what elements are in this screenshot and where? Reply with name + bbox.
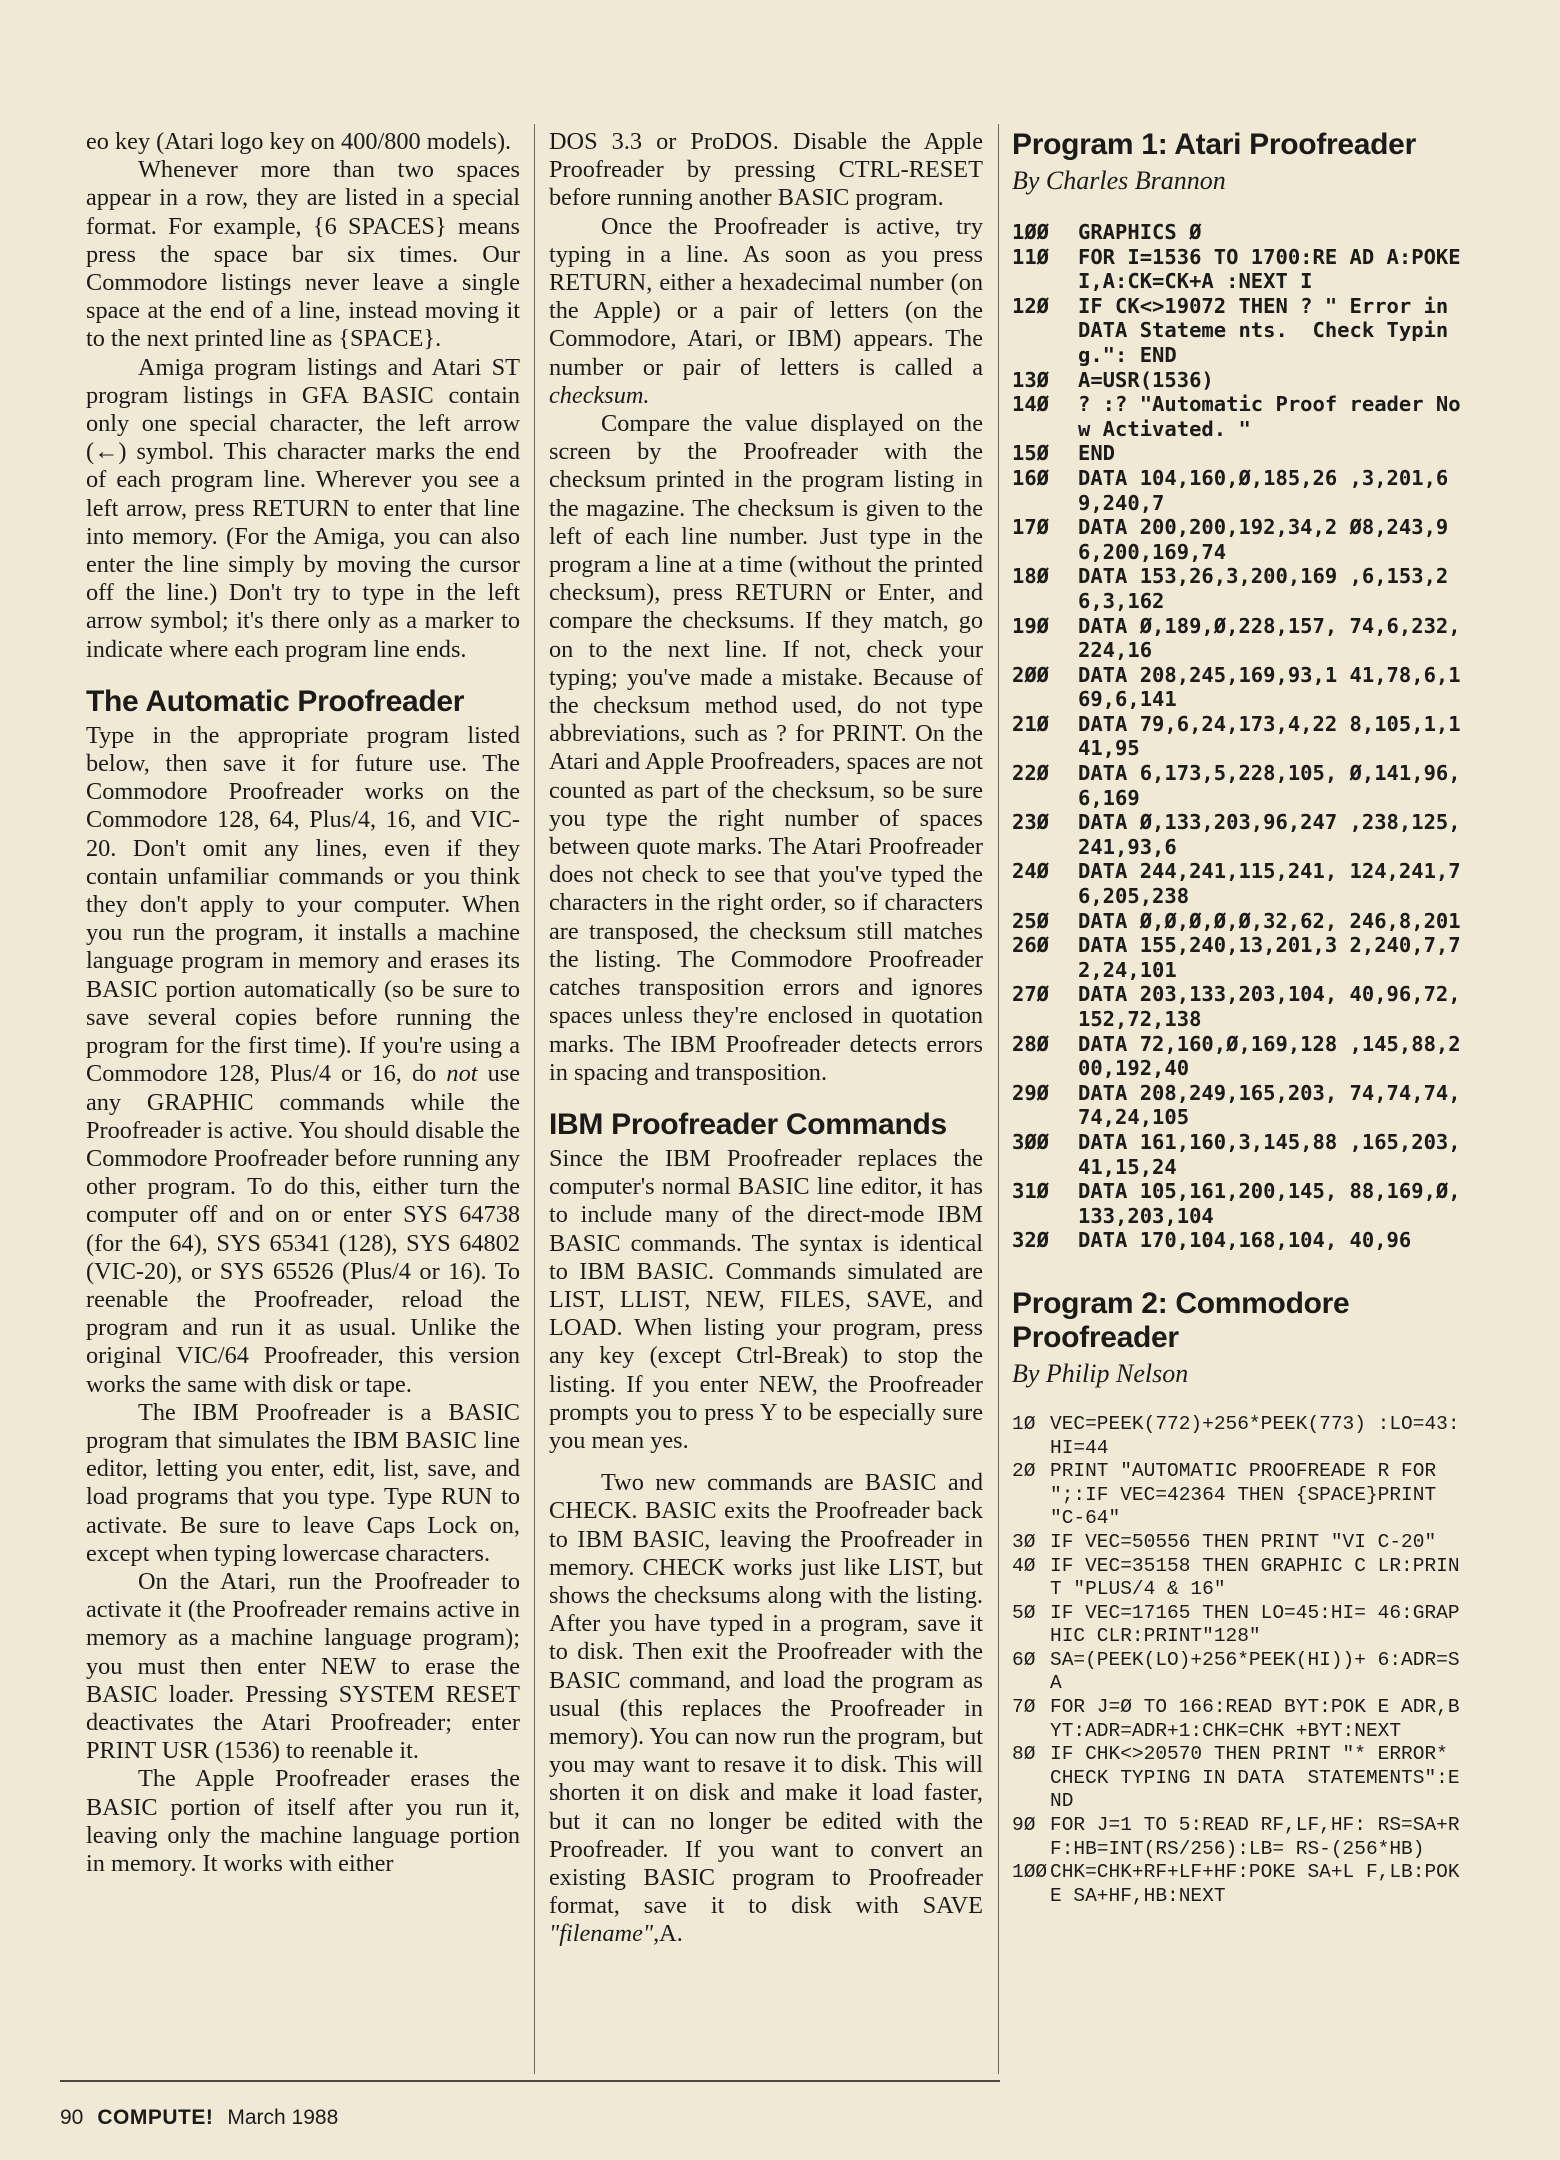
line-number: 8Ø <box>1012 1743 1036 1766</box>
line-number: 11Ø <box>1012 244 1050 269</box>
line-number: 3Ø <box>1012 1530 1036 1553</box>
column-1 <box>86 128 520 1878</box>
section-heading-ibm-commands: IBM Proofreader Commands <box>549 1107 947 1141</box>
code-line <box>1012 1179 1462 1228</box>
code-line <box>1012 1130 1462 1179</box>
line-number: 32Ø <box>1012 1228 1050 1253</box>
line-code: FOR J=1 TO 5:READ RF,LF,HF: RS=SA+RF:HB=INT(RS/256):LB= RS-(256*HB) <box>1050 1814 1460 1860</box>
line-number: 18Ø <box>1012 564 1050 589</box>
line-number: 21Ø <box>1012 711 1050 736</box>
line-number: 5Ø <box>1012 1601 1036 1624</box>
magazine-name: COMPUTE! <box>97 2106 214 2129</box>
paragraph: Whenever more than two spaces appear in a row, they are listed in a special format. For example, {6 SPACES} means press the space bar six times. Our Commodore listings never leave a single space at the end of a line, instead moving it to the next printed line as {SPACE}. <box>86 156 520 353</box>
code-line <box>1012 982 1462 1031</box>
code-line <box>1012 244 1473 294</box>
code-line <box>1012 1032 1462 1081</box>
line-code: DATA 153,26,3,200,169 ,6,153,26,3,162 <box>1078 564 1449 613</box>
code-line <box>1012 810 1462 859</box>
line-number: 27Ø <box>1012 982 1050 1007</box>
line-code: VEC=PEEK(772)+256*PEEK(773) :LO=43:HI=44 <box>1050 1412 1460 1459</box>
line-number: 2ØØ <box>1012 662 1050 687</box>
line-number: 1ØØ <box>1012 1861 1048 1884</box>
bottom-rule <box>60 2080 1000 2082</box>
page-number: 90 <box>60 2106 84 2129</box>
code-line <box>1012 1602 1462 1649</box>
line-number: 1ØØ <box>1012 220 1050 244</box>
code-line <box>1012 1555 1462 1602</box>
line-code: DATA 105,161,200,145, 88,169,Ø,133,203,104 <box>1078 1179 1461 1228</box>
line-code: IF VEC=35158 THEN GRAPHIC C LR:PRINT "PLUS/4 & 16" <box>1050 1554 1460 1601</box>
code-line <box>1012 1413 1462 1460</box>
line-code: SA=(PEEK(LO)+256*PEEK(HI))+ 6:ADR=SA <box>1050 1648 1460 1695</box>
line-code: DATA 79,6,24,173,4,22 8,105,1,141,95 <box>1078 711 1461 761</box>
program-2-author: By Philip Nelson <box>1012 1358 1189 1388</box>
page-footer <box>60 2106 338 2130</box>
paragraph: DOS 3.3 or ProDOS. Disable the Apple Proofreader by pressing CTRL-RESET before running another BASIC program. <box>549 128 983 212</box>
code-line <box>1012 564 1462 613</box>
line-number: 12Ø <box>1012 293 1050 318</box>
text-run: Once the Proofreader is active, try typing in a line. As soon as you press RETURN, either a hexadecimal number (on the Apple) or a pair of letters (on the Commodore, Atari, or IBM) appears. The number or pair of letters is called a <box>549 212 983 381</box>
emphasis: checksum. <box>549 381 650 409</box>
code-line <box>1012 441 1462 466</box>
code-line <box>1012 466 1462 515</box>
program-2-listing <box>1012 1413 1462 1908</box>
line-code: DATA Ø,133,203,96,247 ,238,125,241,93,6 <box>1078 810 1461 859</box>
line-number: 28Ø <box>1012 1031 1050 1056</box>
line-code: DATA 161,160,3,145,88 ,165,203,41,15,24 <box>1078 1129 1461 1179</box>
line-code: DATA 244,241,115,241, 124,241,76,205,238 <box>1078 859 1461 909</box>
line-code: ? :? "Automatic Proof reader Now Activated. " <box>1078 392 1461 441</box>
line-code: DATA 104,160,Ø,185,26 ,3,201,69,240,7 <box>1078 465 1449 515</box>
code-line <box>1012 515 1462 564</box>
code-line <box>1012 1649 1462 1696</box>
paragraph: Compare the value displayed on the screen by the Proofreader with the checksum printed in the program listing in the magazine. The checksum is given to the left of each line number. Just type in the program a line at a time (without the printed checksum), press RETURN or Enter, and compare the checksums. If they match, go on to the next line. If not, check your typing; you've made a mistake. Because of the checksum method used, do not type abbreviations, such as ? for PRINT. On the Atari and Apple Proofreaders, spaces are not counted as part of the checksum, so be sure you type the right number of spaces between quote marks. The Atari Proofreader does not check to see that you've typed the characters in the right order, so if characters are transposed, the checksum still matches the listing. The Commodore Proofreader catches transposition errors and ignores spaces unless they're enclosed in quotation marks. The IBM Proofreader detects errors in spacing and transposition. <box>549 410 983 1086</box>
issue-date: March 1988 <box>227 2106 339 2129</box>
text-run: Two new commands are BASIC and CHECK. BASIC exits the Proofreader back to IBM BASIC, leaving the Proofreader in memory. CHECK works just like LIST, but shows the checksums along with the listing. After you have typed in a program, save it to disk. Then exit the Proofreader with the BASIC command, and load the program as usual (this replaces the Proofreader in memory). You can now run the program, but you may want to resave it to disk. This will shorten it on disk and make it load faster, but it can no longer be edited with the Proofreader. If you want to convert an existing BASIC program to Proofreader format, save it to disk with SAVE <box>549 1469 983 1920</box>
line-code: GRAPHICS Ø <box>1078 220 1202 244</box>
line-number: 13Ø <box>1012 367 1050 392</box>
line-code: CHK=CHK+RF+LF+HF:POKE SA+L F,LB:POKE SA+HF,HB:NEXT <box>1050 1861 1460 1907</box>
code-line <box>1012 1531 1462 1555</box>
code-line <box>1012 712 1462 761</box>
text-run: Type in the appropriate program listed below, then save it for future use. The Commodore Proofreader works on the Commodore 128, 64, Plus/4, 16, and VIC-20. Don't omit any lines, even if they contain unfamiliar commands or you think they don't apply to your computer. When you run the program, it installs a machine language program in memory and erases its BASIC portion automatically (so be sure to save several copies before running the program for the first time). If you're using a Commodore 128, Plus/4 or 16, do <box>86 721 520 1088</box>
paragraph <box>86 722 520 1399</box>
line-code: IF VEC=17165 THEN LO=45:HI= 46:GRAPHIC CLR:PRINT"128" <box>1050 1601 1460 1648</box>
line-number: 14Ø <box>1012 392 1050 417</box>
line-number: 7Ø <box>1012 1696 1036 1719</box>
line-number: 19Ø <box>1012 613 1050 638</box>
line-number: 1Ø <box>1012 1412 1036 1435</box>
line-code: DATA 72,160,Ø,169,128 ,145,88,200,192,40 <box>1078 1031 1461 1081</box>
paragraph <box>549 1469 983 1948</box>
line-code: IF CK<>19072 THEN ? " Error in DATA Stateme nts. Check Typing.": END <box>1078 293 1461 367</box>
code-line <box>1012 368 1462 393</box>
line-code: PRINT "AUTOMATIC PROOFREADE R FOR ";:IF VEC=42364 THEN {SPACE}PRINT "C-64" <box>1050 1460 1448 1530</box>
line-number: 15Ø <box>1012 441 1050 466</box>
code-line <box>1012 933 1462 982</box>
emphasis: "filename" <box>549 1920 654 1948</box>
line-code: DATA 6,173,5,228,105, Ø,141,96,6,169 <box>1078 761 1461 810</box>
code-line <box>1012 294 1462 368</box>
line-code: IF VEC=50556 THEN PRINT "VI C-20" <box>1050 1530 1437 1553</box>
line-code: A=USR(1536) <box>1078 367 1214 392</box>
line-number: 25Ø <box>1012 908 1050 933</box>
code-line <box>1012 1743 1462 1814</box>
code-line <box>1012 220 1462 245</box>
code-line <box>1012 1861 1462 1908</box>
text-run: use any GRAPHIC commands while the Proofreader is active. You should disable the Commodore Proofreader before running any other program. To do this, either turn the computer off and on or enter SYS 64738 (for the 64), SYS 65341 (128), SYS 64802 (VIC-20), or SYS 65526 (Plus/4 or 16). To reenable the Proofreader, reload the program and run it as usual. Unlike the original VIC/64 Proofreader, this version works the same with disk or tape. <box>86 1060 520 1398</box>
line-code: DATA 155,240,13,201,3 2,240,7,72,24,101 <box>1078 933 1461 982</box>
line-number: 31Ø <box>1012 1179 1050 1204</box>
code-line <box>1012 859 1462 908</box>
paragraph <box>549 213 983 410</box>
line-number: 24Ø <box>1012 859 1050 884</box>
paragraph: The Apple Proofreader erases the BASIC portion of itself after you run it, leaving only the machine language portion in memory. It works with either <box>86 1765 520 1877</box>
paragraph: eo key (Atari logo key on 400/800 models). <box>86 128 512 155</box>
line-code: IF CHK<>20570 THEN PRINT "* ERROR* CHECK TYPING IN DATA STATEMENTS":END <box>1050 1743 1460 1813</box>
code-line <box>1012 614 1462 663</box>
program-2-title: Program 2: Commodore Proofreader <box>1012 1286 1350 1354</box>
line-number: 2Ø <box>1012 1460 1036 1483</box>
code-line <box>1012 1081 1462 1130</box>
paragraph: The IBM Proofreader is a BASIC program that simulates the IBM BASIC line editor, letting you enter, edit, list, save, and load programs that you type. Type RUN to activate. Be sure to leave Caps Lock on, except when typing lowercase characters. <box>86 1398 520 1567</box>
code-line <box>1012 909 1462 934</box>
program-1-author: By Charles Brannon <box>1012 166 1226 195</box>
code-line <box>1012 1228 1462 1253</box>
code-line <box>1012 663 1462 712</box>
line-code: DATA 208,245,169,93,1 41,78,6,169,6,141 <box>1078 662 1461 712</box>
line-code: DATA 200,200,192,34,2 Ø8,243,96,200,169,74 <box>1078 515 1449 564</box>
program-1-title: Program 1: Atari Proofreader <box>1012 128 1416 161</box>
line-code: END <box>1078 441 1116 466</box>
line-number: 17Ø <box>1012 515 1050 540</box>
paragraph: On the Atari, run the Proofreader to activate it (the Proofreader remains active in memory as a machine language program); you must then enter NEW to erase the BASIC loader. Pressing SYSTEM RESET deactivates the Atari Proofreader; enter PRINT USR (1536) to reenable it. <box>86 1567 520 1765</box>
line-number: 29Ø <box>1012 1080 1050 1105</box>
line-number: 9Ø <box>1012 1814 1036 1837</box>
code-line <box>1012 1460 1462 1531</box>
line-number: 16Ø <box>1012 465 1050 490</box>
line-code: DATA Ø,189,Ø,228,157, 74,6,232,224,16 <box>1078 613 1461 663</box>
program-1-listing <box>1012 220 1473 1253</box>
column-divider <box>998 124 999 2074</box>
line-code: DATA 203,133,203,104, 40,96,72,152,72,138 <box>1078 982 1461 1031</box>
line-number: 23Ø <box>1012 810 1050 835</box>
column-3 <box>1012 128 1473 1908</box>
line-code: DATA 208,249,165,203, 74,74,74,74,24,105 <box>1078 1080 1461 1130</box>
paragraph: Since the IBM Proofreader replaces the computer's normal BASIC line editor, it has to include many of the direct-mode IBM BASIC commands. The syntax is identical to IBM BASIC. Commands simulated are LIST, LLIST, NEW, FILES, SAVE, and LOAD. When listing your program, press any key (except Ctrl-Break) to stop the listing. If you enter NEW, the Proofreader prompts you to press Y to be especially sure you mean yes. <box>549 1144 983 1454</box>
text-run: ,A. <box>653 1920 683 1948</box>
section-heading-automatic-proofreader: The Automatic Proofreader <box>86 684 465 718</box>
line-number: 22Ø <box>1012 761 1050 786</box>
emphasis: not <box>446 1060 478 1088</box>
line-code: FOR J=Ø TO 166:READ BYT:POK E ADR,BYT:ADR=ADR+1:CHK=CHK +BYT:NEXT <box>1050 1696 1460 1742</box>
code-line <box>1012 1696 1462 1743</box>
line-code: FOR I=1536 TO 1700:RE AD A:POKE I,A:CK=CK+A :NEXT I <box>1078 244 1473 294</box>
line-number: 6Ø <box>1012 1648 1036 1671</box>
code-line <box>1012 761 1462 810</box>
line-number: 4Ø <box>1012 1554 1036 1577</box>
line-code: DATA 170,104,168,104, 40,96 <box>1078 1228 1412 1253</box>
line-number: 26Ø <box>1012 933 1050 958</box>
line-number: 3ØØ <box>1012 1129 1050 1154</box>
code-line <box>1012 1814 1462 1861</box>
line-code: DATA Ø,Ø,Ø,Ø,Ø,32,62, 246,8,201 <box>1078 908 1461 933</box>
column-2 <box>549 128 983 1949</box>
code-line <box>1012 392 1462 441</box>
column-divider <box>534 124 535 2074</box>
paragraph: Amiga program listings and Atari ST program listings in GFA BASIC contain only one special character, the left arrow (←) symbol. This character marks the end of each program line. Wherever you see a left arrow, press RETURN to enter that line into memory. (For the Amiga, you can also enter the line simply by moving the cursor off the line.) Don't try to type in the left arrow symbol; it's there only as a marker to indicate where each program line ends. <box>86 353 520 663</box>
